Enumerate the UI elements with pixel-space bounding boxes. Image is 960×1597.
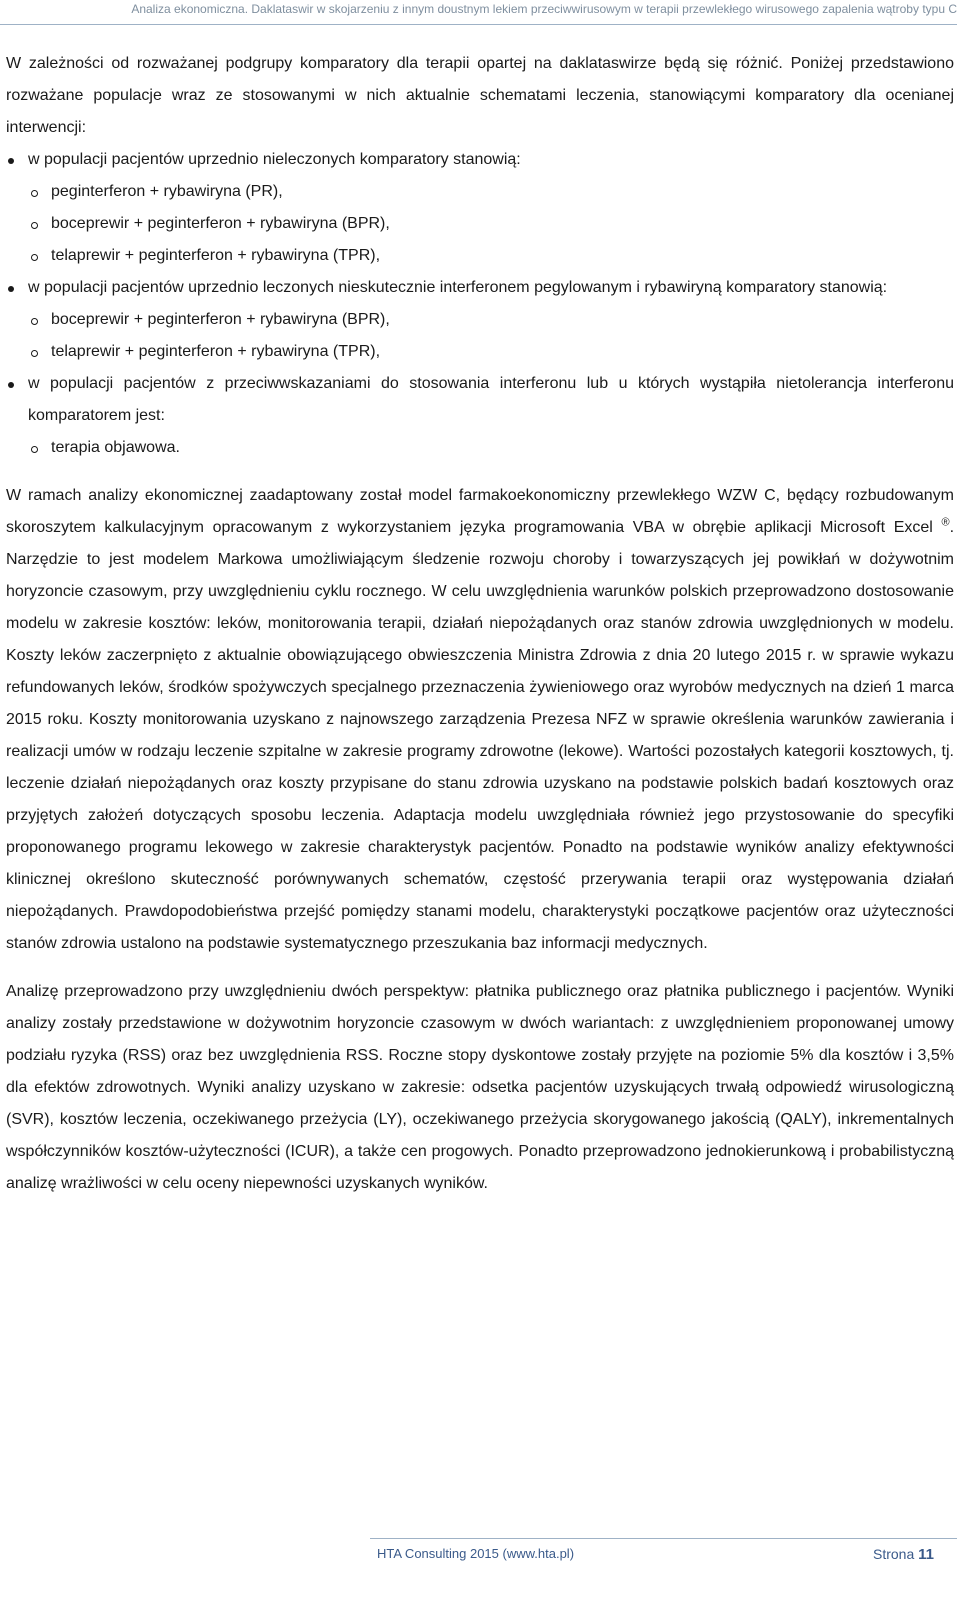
paragraph-spacer xyxy=(6,464,954,480)
comparator-item: boceprewir + peginterferon + rybawiryna (BPR), xyxy=(28,304,954,336)
comparator-list xyxy=(28,304,954,368)
intro-paragraph: W zależności od rozważanej podgrupy komparatory dla terapii opartej na daklataswirze będą się różnić. Poniżej przedstawiono rozważane populacje wraz ze stosowanymi w nich aktualnie schematami leczenia, stanowiącymi komparatory dla ocenianej interwencji: xyxy=(6,55,954,136)
comparator-list xyxy=(28,176,954,272)
page-number xyxy=(873,1546,934,1563)
comparator-list xyxy=(28,432,954,464)
page-label: Strona xyxy=(873,1546,915,1562)
model-paragraph xyxy=(6,480,954,960)
population-item xyxy=(6,272,954,368)
footer-publisher: HTA Consulting 2015 (www.hta.pl) xyxy=(377,1546,575,1561)
model-paragraph-part-1: W ramach analizy ekonomicznej zaadaptowany został model farmakoekonomiczny przewlekłego WZW C, będący rozbudowanym skoroszytem kalkulacyjnym opracowanym z wykorzystaniem języka programowania VBA w obrębie aplikacji Microsoft Excel xyxy=(6,487,954,536)
comparator-item: telaprewir + peginterferon + rybawiryna (TPR), xyxy=(28,240,954,272)
page-body xyxy=(6,48,954,1200)
population-text: w populacji pacjentów z przeciwwskazaniami do stosowania interferonu lub u których wystąpiła nietolerancja interferonu komparatorem jest: xyxy=(28,375,954,424)
registered-trademark: ® xyxy=(941,516,950,529)
population-item xyxy=(6,368,954,464)
paragraph-spacer xyxy=(6,960,954,976)
population-text: w populacji pacjentów uprzednio nieleczonych komparatory stanowią: xyxy=(28,151,521,168)
comparator-item: terapia objawowa. xyxy=(28,432,954,464)
header-divider xyxy=(0,24,957,25)
page-number-value: 11 xyxy=(918,1546,934,1563)
population-item xyxy=(6,144,954,272)
model-paragraph-part-2: . Narzędzie to jest modelem Markowa umożliwiającym śledzenie rozwoju choroby i towarzyszących jej powikłań w dożywotnim horyzoncie czasowym, przy uwzględnieniu cyklu rocznego. W celu uwzględnienia warunków polskich przeprowadzono dostosowanie modelu w zakresie kosztów: leków, monitorowania terapii, działań niepożądanych oraz stanów zdrowia uwzględnionych w modelu. Koszty leków zaczerpnięto z aktualnie obowiązującego obwieszczenia Ministra Zdrowia z dnia 20 lutego 2015 r. w sprawie wykazu refundowanych leków, środków spożywczych specjalnego przeznaczenia żywieniowego oraz wyrobów medycznych na dzień 1 marca 2015 roku. Koszty monitorowania uzyskano z najnowszego zarządzenia Prezesa NFZ w sprawie określenia warunków zawierania i realizacji umów w rodzaju leczenie szpitalne w zakresie programy zdrowotne (lekowe). Wartości pozostałych kategorii kosztowych, tj. leczenie działań niepożądanych oraz koszty przypisane do stanu zdrowia uzyskano na podstawie polskich badań kosztowych oraz przyjętych założeń dotyczących sposobu leczenia. Adaptacja modelu uwzględniała również jego przystosowanie do specyfiki proponowanego programu lekowego w zakresie charakterystyk pacjentów. Ponadto na podstawie wyników analizy efektywności klinicznej określono skuteczność porównywanych schematów, częstość przerywania terapii oraz występowania działań niepożądanych. Prawdopodobieństwa przejść pomiędzy stanami modelu, charakterystyki początkowe pacjentów oraz użyteczności stanów zdrowia ustalono na podstawie systematycznego przeszukania baz informacji medycznych. xyxy=(6,519,955,952)
running-header: Analiza ekonomiczna. Daklataswir w skojarzeniu z innym doustnym lekiem przeciwwirusowym w terapii przewlekłego wirusowego zapalenia wątroby typu C xyxy=(131,2,957,16)
population-text: w populacji pacjentów uprzednio leczonych nieskutecznie interferonem pegylowanym i rybawiryną komparatory stanowią: xyxy=(28,279,888,296)
footer-divider xyxy=(370,1538,957,1539)
comparator-item: telaprewir + peginterferon + rybawiryna (TPR), xyxy=(28,336,954,368)
comparator-item: boceprewir + peginterferon + rybawiryna (BPR), xyxy=(28,208,954,240)
population-list xyxy=(6,144,954,464)
perspectives-paragraph: Analizę przeprowadzono przy uwzględnieniu dwóch perspektyw: płatnika publicznego oraz płatnika publicznego i pacjentów. Wyniki analizy zostały przedstawione w dożywotnim horyzoncie czasowym w dwóch wariantach: z uwzględnieniem proponowanej umowy podziału ryzyka (RSS) oraz bez uwzględnienia RSS. Roczne stopy dyskontowe zostały przyjęte na poziomie 5% dla kosztów i 3,5% dla efektów zdrowotnych. Wyniki analizy uzyskano w zakresie: odsetka pacjentów uzyskujących trwałą odpowiedź wirusologiczną (SVR), kosztów leczenia, oczekiwanego przeżycia (LY), oczekiwanego przeżycia skorygowanego jakością (QALY), inkrementalnych współczynników kosztów-użyteczności (ICUR), a także cen progowych. Ponadto przeprowadzono jednokierunkową i probabilistyczną analizę wrażliwości w celu oceny niepewności uzyskanych wyników. xyxy=(6,983,954,1192)
comparator-item: peginterferon + rybawiryna (PR), xyxy=(28,176,954,208)
